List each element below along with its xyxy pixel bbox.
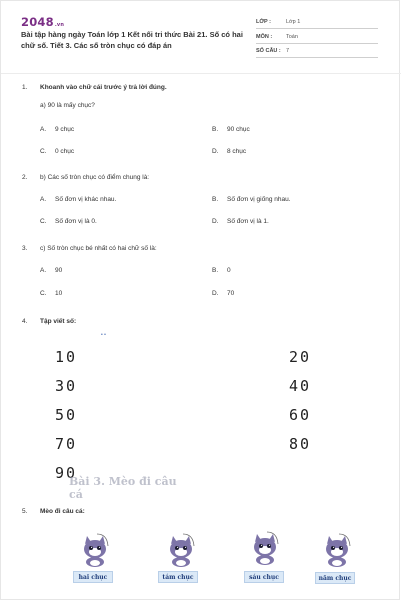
meta-row-count	[256, 45, 378, 58]
answer-card[interactable]: sáu chục	[244, 571, 284, 583]
answer-option[interactable]: D. 8 chục	[212, 148, 247, 155]
answer-option[interactable]: C. 0 chục	[40, 148, 75, 155]
meta-value: Toán	[286, 34, 298, 40]
cat-fishing-icon	[163, 532, 199, 568]
question-prompt: Khoanh vào chữ cái trước ý trả lời đúng.	[40, 84, 167, 91]
logo-main: 2048	[21, 15, 54, 29]
number-left: 70	[55, 435, 78, 453]
question-number: 2.	[22, 174, 28, 181]
answer-card[interactable]: năm chục	[315, 572, 355, 584]
question-number: 5.	[22, 508, 28, 515]
faded-heading: Bài 3. Mèo đi câu cá	[69, 475, 177, 501]
question-prompt: Mèo đi câu cá:	[40, 508, 85, 515]
decorative-dots: • •	[101, 332, 106, 338]
meta-value: Lớp 1	[286, 19, 301, 25]
question-prompt: Tập viết số:	[40, 318, 77, 325]
cat-fishing-icon	[77, 532, 113, 568]
answer-card[interactable]: tám chục	[158, 571, 198, 583]
document-title: Bài tập hàng ngày Toán lớp 1 Kết nối tri thức Bài 21. Số có hai chữ số. Tiết 3. Các số tròn chục có đáp án	[21, 30, 243, 50]
number-left: 30	[55, 377, 78, 395]
logo-suffix: .vn	[54, 22, 65, 28]
cat-fishing-icon	[247, 530, 283, 566]
answer-option[interactable]: C. Số đơn vị là 0.	[40, 218, 97, 225]
site-logo[interactable]	[21, 15, 64, 29]
answer-option[interactable]: B. 0	[212, 267, 231, 274]
question-number: 4.	[22, 318, 28, 325]
question-prompt: c) Số tròn chục bé nhất có hai chữ số là:	[40, 245, 157, 252]
meta-key: MÔN :	[256, 34, 273, 40]
answer-card[interactable]: hai chục	[73, 571, 113, 583]
question-number: 1.	[22, 84, 28, 91]
number-right: 40	[289, 377, 312, 395]
question-subpart: a) 90 là mấy chục?	[40, 102, 95, 109]
answer-option[interactable]: D. Số đơn vị là 1.	[212, 218, 269, 225]
meta-row-subject	[256, 31, 378, 44]
question-prompt: b) Các số tròn chục có điểm chung là:	[40, 174, 150, 181]
cat-fishing-icon	[319, 532, 355, 568]
meta-value: 7	[286, 48, 290, 54]
answer-option[interactable]: D. 70	[212, 290, 235, 297]
meta-row-grade	[256, 16, 378, 29]
answer-option[interactable]: C. 10	[40, 290, 63, 297]
question-number: 3.	[22, 245, 28, 252]
answer-option[interactable]: B. Số đơn vị giống nhau.	[212, 196, 291, 203]
number-right: 20	[289, 348, 312, 366]
meta-key: LỚP :	[256, 19, 271, 25]
header-divider	[1, 73, 401, 74]
answer-option[interactable]: B. 90 chục	[212, 126, 250, 133]
answer-option[interactable]: A. 90	[40, 267, 63, 274]
number-right: 80	[289, 435, 312, 453]
number-left: 90	[55, 464, 78, 482]
answer-option[interactable]: A. 9 chục	[40, 126, 75, 133]
answer-option[interactable]: A. Số đơn vị khác nhau.	[40, 196, 117, 203]
number-left: 50	[55, 406, 78, 424]
meta-key: SỐ CÂU :	[256, 48, 281, 54]
number-right: 60	[289, 406, 312, 424]
number-left: 10	[55, 348, 78, 366]
